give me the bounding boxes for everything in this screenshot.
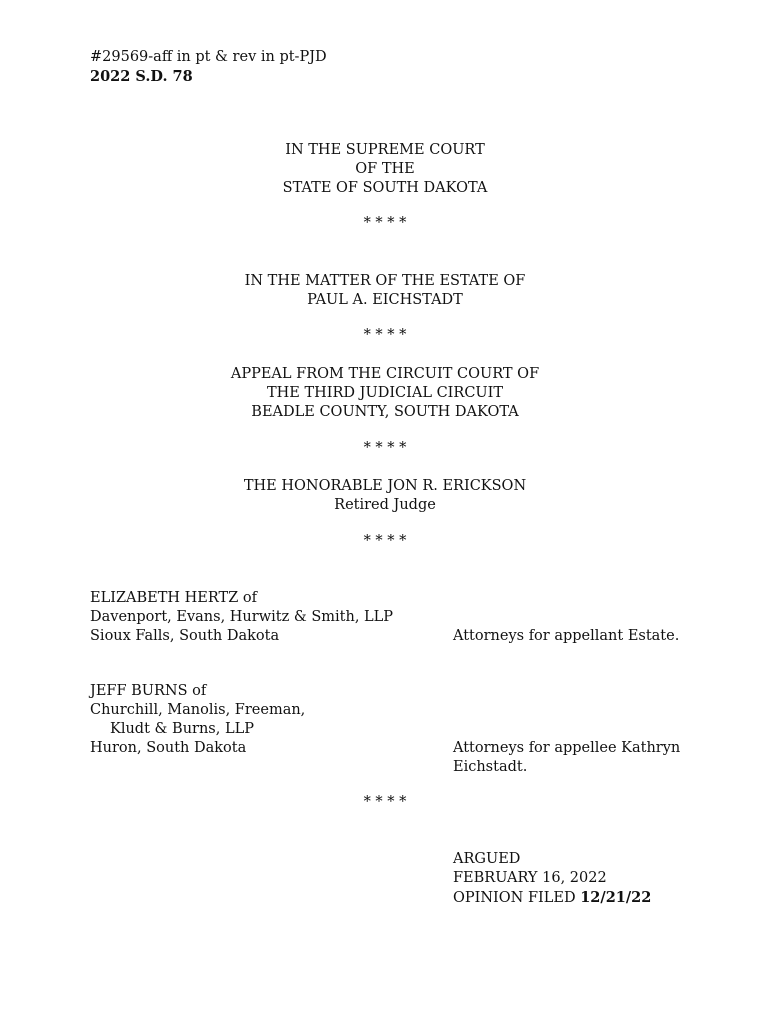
appeal-line-1: APPEAL FROM THE CIRCUIT COURT OF [230, 366, 540, 382]
case-citation: 2022 S.D. 78 [90, 68, 193, 85]
section-separator: * * * * [363, 327, 407, 343]
opinion-filed-label: OPINION FILED [453, 890, 581, 906]
court-name-line-2: OF THE [355, 161, 415, 177]
appellee-attorney-city: Huron, South Dakota [90, 740, 247, 756]
section-separator: * * * * [363, 794, 407, 810]
opinion-filed [453, 888, 651, 908]
judge-title: Retired Judge [334, 497, 436, 513]
docket-number: #29569-aff in pt & rev in pt-PJD [90, 49, 327, 65]
opinion-filed-date: 12/21/22 [580, 889, 652, 906]
appeal-line-2: THE THIRD JUDICIAL CIRCUIT [266, 385, 504, 401]
appellee-law-firm-line-2: Kludt & Burns, LLP [110, 721, 254, 737]
section-separator: * * * * [363, 215, 407, 231]
appellant-attorney-role: Attorneys for appellant Estate. [453, 628, 680, 644]
section-separator: * * * * [363, 533, 407, 549]
argued-label: ARGUED [453, 851, 521, 867]
court-name-line-3: STATE OF SOUTH DAKOTA [282, 180, 488, 196]
appellee-attorney-role-line-2: Eichstadt. [453, 759, 528, 775]
court-name-line-1: IN THE SUPREME COURT [285, 142, 485, 158]
appellee-law-firm-line-1: Churchill, Manolis, Freeman, [90, 702, 306, 718]
judge-name: THE HONORABLE JON R. ERICKSON [243, 478, 527, 494]
case-caption-line-2: PAUL A. EICHSTADT [307, 292, 463, 308]
appellant-law-firm: Davenport, Evans, Hurwitz & Smith, LLP [90, 609, 394, 625]
appeal-line-3: BEADLE COUNTY, SOUTH DAKOTA [251, 404, 519, 420]
appellee-attorney-name: JEFF BURNS of [90, 683, 207, 699]
argued-date: FEBRUARY 16, 2022 [453, 870, 607, 886]
section-separator: * * * * [363, 440, 407, 456]
case-caption-line-1: IN THE MATTER OF THE ESTATE OF [244, 273, 526, 289]
appellant-attorney-city: Sioux Falls, South Dakota [90, 628, 280, 644]
appellant-attorney-name: ELIZABETH HERTZ of [90, 590, 257, 606]
appellee-attorney-role-line-1: Attorneys for appellee Kathryn [453, 740, 681, 756]
